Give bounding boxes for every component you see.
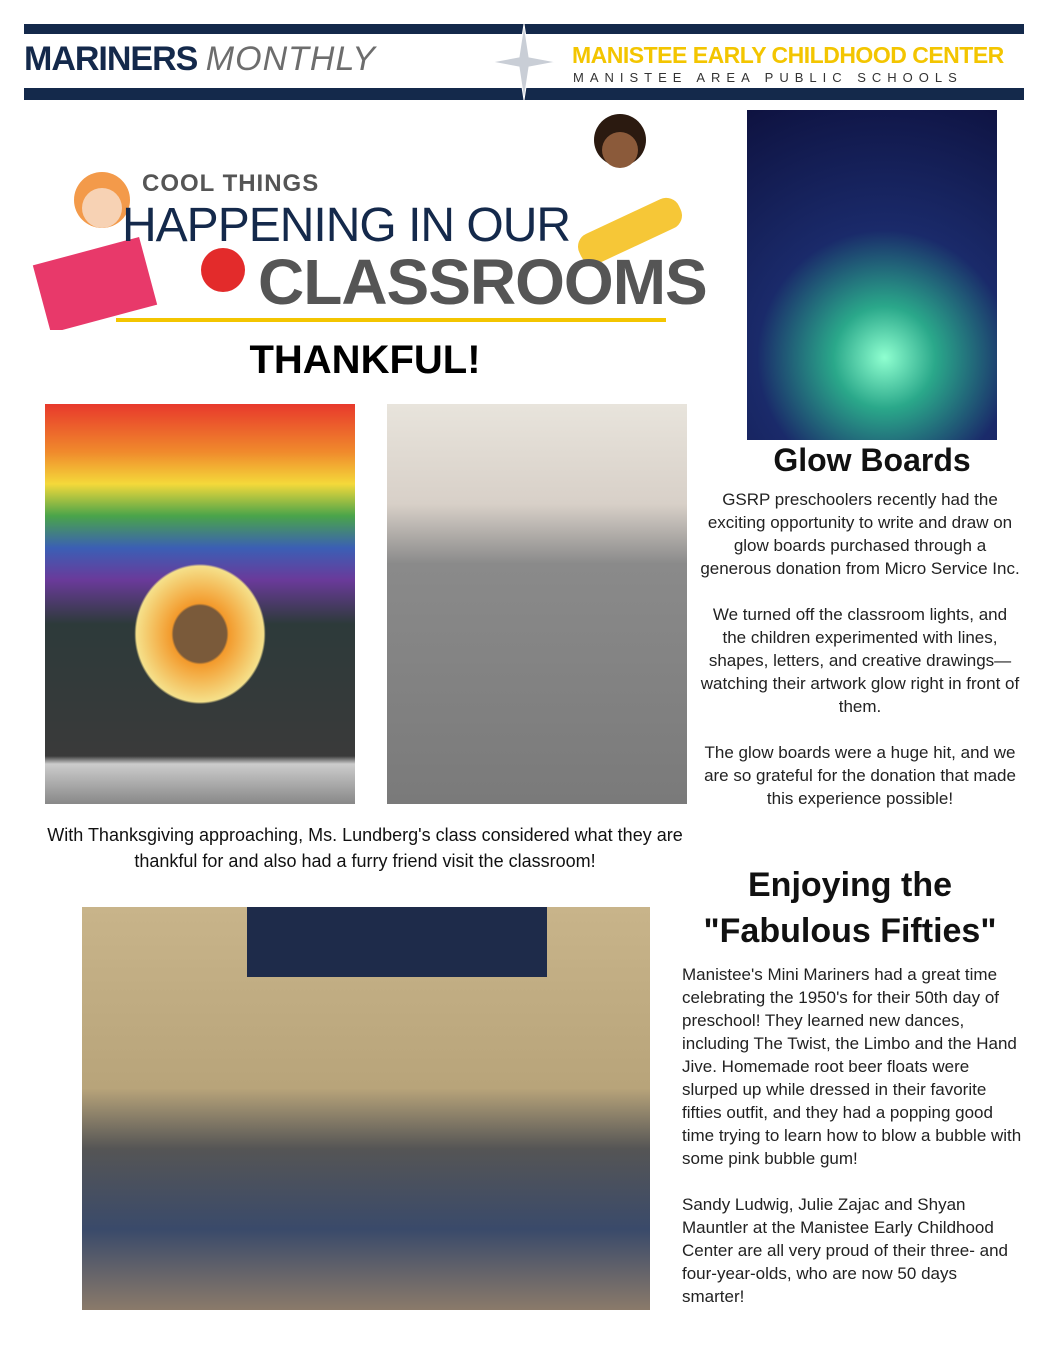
classroom-circle-photo	[387, 404, 687, 804]
glow-paragraph: The glow boards were a huge hit, and we are so grateful for the donation that made this experience possible!	[704, 743, 1016, 808]
glow-article	[700, 488, 1020, 833]
compass-star-icon	[492, 24, 556, 100]
glow-heading: Glow Boards	[773, 442, 971, 478]
thankful-heading: THANKFUL!	[249, 338, 481, 382]
fifties-group-photo	[82, 907, 650, 1310]
district-name: MANISTEE AREA PUBLIC SCHOOLS	[573, 70, 963, 85]
fifties-article	[682, 963, 1022, 1331]
thankful-caption: With Thanksgiving approaching, Ms. Lundberg's class considered what they are thankful for and also had a furry friend visit the classroom!	[47, 825, 683, 871]
banner-line1: COOL THINGS	[142, 170, 320, 197]
banner-line3: CLASSROOMS	[258, 246, 707, 318]
title-light: MONTHLY	[205, 40, 376, 78]
fifties-heading	[680, 862, 1020, 954]
banner-underline	[116, 318, 666, 322]
masthead-title	[24, 40, 376, 79]
fifties-paragraph: Sandy Ludwig, Julie Zajac and Shyan Mauntler at the Manistee Early Childhood Center are all very proud of their three- and four-year-olds, who are now 50 days smarter!	[682, 1195, 1009, 1306]
glow-paragraph: We turned off the classroom lights, and the children experimented with lines, shapes, letters, and creative drawings—watching their artwork glow right in front of them.	[700, 605, 1020, 716]
heading-line: Enjoying the	[748, 866, 952, 904]
banner-line2: HAPPENING IN OUR	[122, 199, 571, 252]
glow-board-photo	[747, 110, 997, 440]
rainbow-turkey-photo	[45, 404, 355, 804]
title-bold: MARINERS	[24, 40, 198, 78]
heading-line: "Fabulous Fifties"	[703, 912, 997, 950]
school-name: MANISTEE EARLY CHILDHOOD CENTER	[572, 42, 1004, 68]
fifties-paragraph: Manistee's Mini Mariners had a great time celebrating the 1950's for their 50th day of preschool! They learned new dances, including The Twist, the Limbo and the Hand Jive. Homemade root beer floats were slurped up while dressed in their favorite fifties outfit, and they had a popping good time trying to learn how to blow a bubble with some pink bubble gum!	[682, 965, 1022, 1168]
glow-paragraph: GSRP preschoolers recently had the exciting opportunity to write and draw on glow boards purchased through a generous donation from Micro Service Inc.	[700, 490, 1020, 578]
